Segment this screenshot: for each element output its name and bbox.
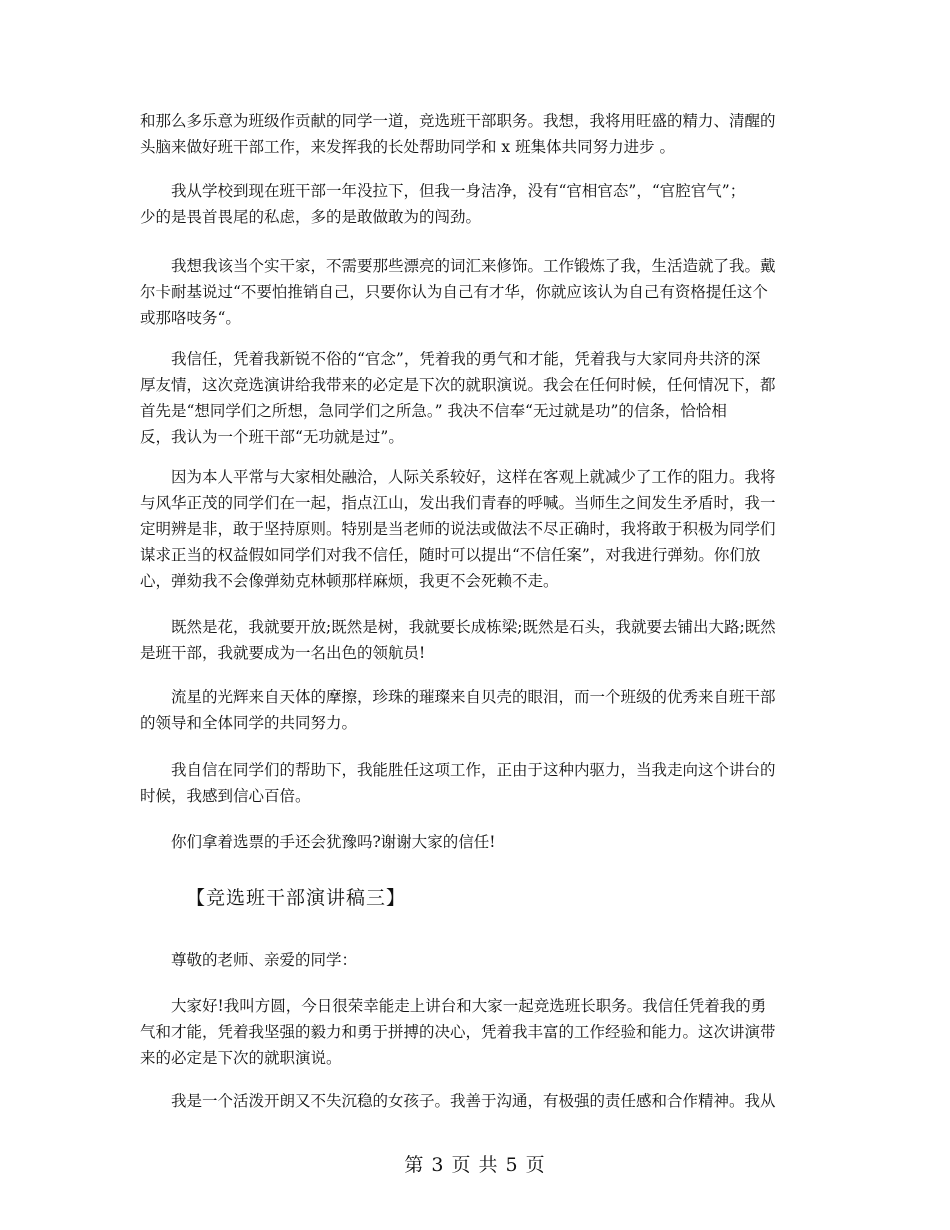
paragraph [140,1088,810,1114]
text-line: 因为本人平常与大家相处融洽，人际关系较好，这样在客观上就减少了工作的阻力。我将 [140,468,776,486]
text-line: 大家好!我叫方圆，今日很荣幸能走上讲台和大家一起竞选班长职务。我信任凭着我的勇 [140,997,767,1015]
text-line: 定明辨是非，敢于坚持原则。特别是当老师的说法或做法不尽正确时，我将敢于积极为同学们 [140,520,776,538]
text-line: 尊敬的老师、亲爱的同学： [140,951,358,969]
paragraph [140,614,810,666]
text-line: 谋求正当的权益假如同学们对我不信任，随时可以提出“不信任案”，对我进行弹劾。你们放 [140,546,761,564]
text-line: 反，我认为一个班干部“无功就是过”。 [140,428,404,446]
text-line: 既然是花，我就要开放;既然是树，我就要长成栋梁;既然是石头，我就要去铺出大路;既然 [140,618,776,636]
text-line: 厚友情，这次竞选演讲给我带来的必定是下次的就职演说。我会在任何时候，任何情况下，都 [140,376,776,394]
section-heading: 【竞选班干部演讲稿三】 [186,887,407,909]
paragraph [140,684,810,736]
text-line: 和那么多乐意为班级作贡献的同学一道，竞选班干部职务。我想，我将用旺盛的精力、清醒的 [140,112,776,130]
text-line: 心，弹劾我不会像弹劾克林顿那样麻烦，我更不会死赖不走。 [140,572,559,590]
text-line: 头脑来做好班干部工作，来发挥我的长处帮助同学和 x 班集体共同努力进步 。 [140,138,676,156]
text-line: 我是一个活泼开朗又不失沉稳的女孩子。我善于沟通，有极强的责任感和合作精神。我从 [140,1092,776,1110]
paragraph [140,178,810,230]
page-footer: 第 3 页 共 5 页 [404,1154,546,1176]
text-line: 尔卡耐基说过“不要怕推销自己，只要你认为自己有才华，你就应该认为自己有资格提任这个 [140,283,768,301]
paragraph [140,464,810,594]
paragraph [140,253,810,331]
paragraph [140,757,810,809]
text-line: 是班干部，我就要成为一名出色的领航员! [140,644,426,662]
text-line: 首先是“想同学们之所想，急同学们之所急。” 我决不信奉“无过就是功”的信条，恰恰相 [140,402,727,420]
text-line: 我想我该当个实干家，不需要那些漂亮的词汇来修饰。工作锻炼了我，生活造就了我。戴 [140,257,776,275]
text-line: 时候，我感到信心百倍。 [140,787,311,805]
paragraph [140,346,810,450]
text-line: 或那咯吱务“。 [140,309,241,327]
text-line: 的领导和全体同学的共同努力。 [140,714,358,732]
text-line: 少的是畏首畏尾的私虑，多的是敢做敢为的闯劲。 [140,208,482,226]
text-line: 气和才能，凭着我坚强的毅力和勇于拼搏的决心，凭着我丰富的工作经验和能力。这次讲演带 [140,1023,776,1041]
text-line: 我自信在同学们的帮助下，我能胜任这项工作，正由于这种内驱力，当我走向这个讲台的 [140,761,776,779]
paragraph [140,108,810,160]
text-line: 你们拿着选票的手还会犹豫吗?谢谢大家的信任! [140,833,496,851]
text-line: 我从学校到现在班干部一年没拉下，但我一身洁净，没有“官相官态”，“官腔官气”； [140,182,746,200]
paragraph [140,947,810,973]
text-line: 与风华正茂的同学们在一起，指点江山，发出我们青春的呼喊。当师生之间发生矛盾时，我一 [140,494,776,512]
text-line: 流星的光辉来自天体的摩擦，珍珠的璀璨来自贝壳的眼泪，而一个班级的优秀来自班干部 [140,688,776,706]
text-line: 我信任，凭着我新锐不俗的“官念”，凭着我的勇气和才能，凭着我与大家同舟共济的深 [140,350,761,368]
paragraph [140,993,810,1071]
paragraph [140,829,810,855]
text-line: 来的必定是下次的就职演说。 [140,1049,342,1067]
